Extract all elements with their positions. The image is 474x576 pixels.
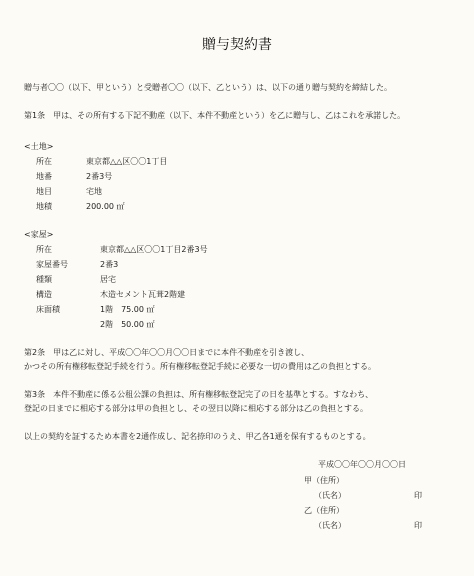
building-number-value: 2番3 — [100, 260, 119, 269]
article-3-line-2: 登記の日までに相応する部分は甲の負担とし、その翌日以降に相応する部分は乙の負担とする。 — [24, 404, 368, 413]
land-category-label: 地目 — [36, 187, 52, 196]
intro-text: 贈与者〇〇（以下、甲という）と受贈者〇〇（以下、乙という）は、以下の通り贈与契約を締結した。 — [24, 83, 392, 92]
party-a-seal: 印 — [414, 491, 422, 500]
land-category-value: 宅地 — [86, 187, 102, 196]
building-floor-label: 床面積 — [36, 305, 60, 314]
party-b-name-label: （氏名） — [314, 521, 346, 530]
article-1: 第1条 甲は、その所有する下記不動産（以下、本件不動産という）を乙に贈与し、乙はこれを承諾した。 — [24, 111, 406, 120]
party-a-address: 甲（住所） — [304, 476, 344, 485]
building-floor-2: 2階 50.00 ㎡ — [100, 320, 155, 329]
land-heading: <土地> — [24, 142, 54, 151]
building-location-label: 所在 — [36, 245, 52, 254]
land-lot-label: 地番 — [36, 172, 52, 181]
building-location-value: 東京都△△区〇〇1丁目2番3号 — [100, 245, 208, 254]
document-title: 贈与契約書 — [202, 37, 272, 53]
land-lot-value: 2番3号 — [86, 172, 113, 181]
land-area-label: 地積 — [36, 202, 52, 211]
building-heading: <家屋> — [24, 230, 54, 239]
party-b-address: 乙（住所） — [304, 506, 344, 515]
building-floor-1: 1階 75.00 ㎡ — [100, 305, 155, 314]
land-area-value: 200.00 ㎡ — [86, 202, 125, 211]
party-b-seal: 印 — [414, 521, 422, 530]
building-number-label: 家屋番号 — [36, 260, 68, 269]
building-structure-value: 木造セメント瓦葺2階建 — [100, 290, 186, 299]
party-a-name-label: （氏名） — [314, 491, 346, 500]
closing-text: 以上の契約を証するため本書を2通作成し、記名捺印のうえ、甲乙各1通を保有するものとする。 — [24, 432, 371, 441]
article-2-line-2: かつその所有権移転登記手続を行う。所有権移転登記手続に必要な一切の費用は乙の負担とする。 — [24, 362, 376, 371]
building-type-value: 居宅 — [100, 275, 116, 284]
article-2-line-1: 第2条 甲は乙に対し、平成〇〇年〇〇月〇〇日までに本件不動産を引き渡し、 — [24, 348, 310, 357]
land-location-value: 東京都△△区〇〇1丁目 — [86, 157, 168, 166]
building-structure-label: 構造 — [36, 290, 52, 299]
land-location-label: 所在 — [36, 157, 52, 166]
article-3-line-1: 第3条 本件不動産に係る公租公課の負担は、所有権移転登記完了の日を基準とする。すなわち、 — [24, 390, 374, 399]
building-type-label: 種類 — [36, 275, 52, 284]
signature-date: 平成〇〇年〇〇月〇〇日 — [318, 460, 406, 469]
